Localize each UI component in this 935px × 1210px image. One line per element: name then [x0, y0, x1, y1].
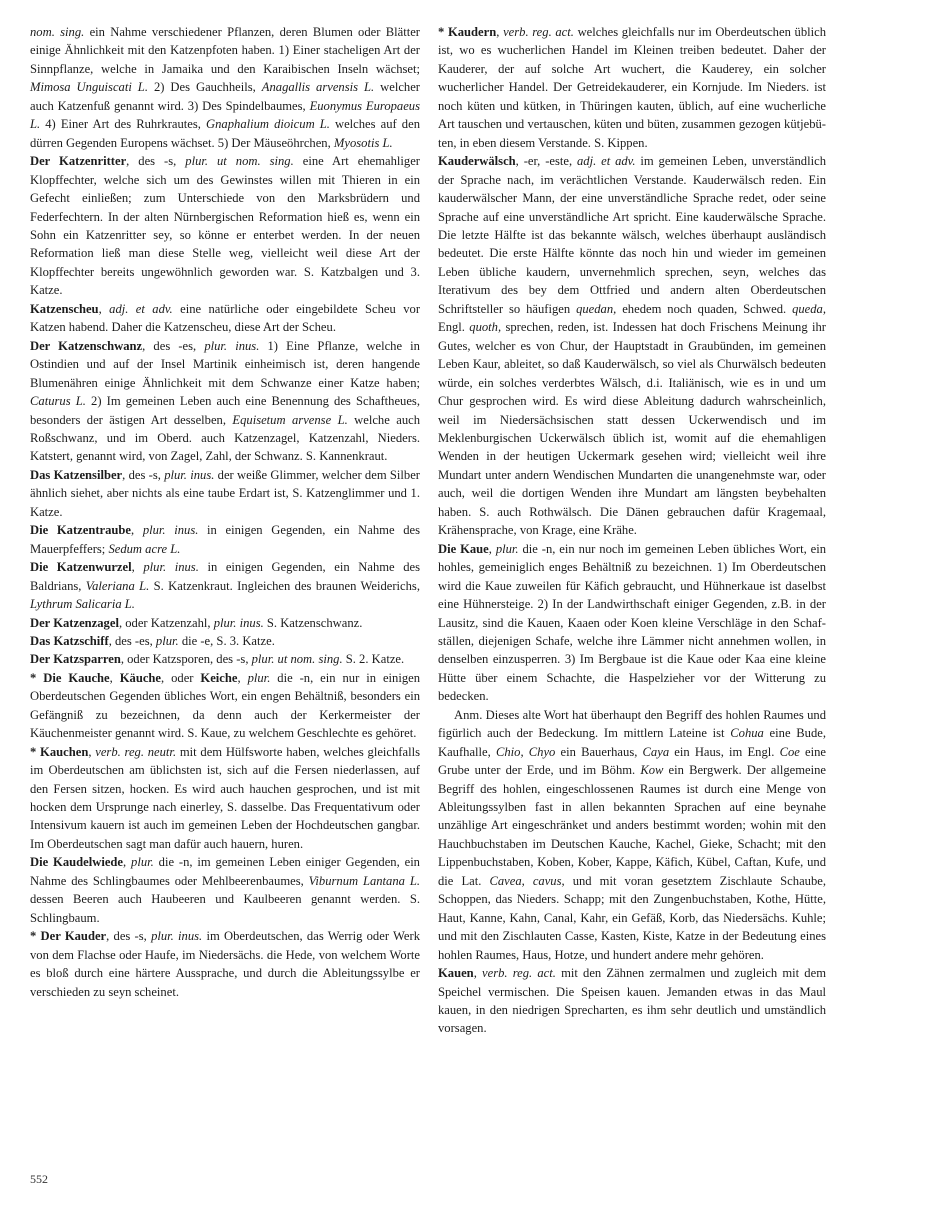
dictionary-entry	[438, 152, 826, 540]
dictionary-entry	[30, 300, 420, 337]
headword: Das Katzensilber	[30, 467, 123, 482]
headword: Die Kaue	[438, 541, 489, 556]
dictionary-entry	[30, 632, 420, 650]
entry-text: die -n, im gemeinen Leben einiger Gegenden, ein Nahme des Schlingbaumes oder Mehlbeerenbaumes,	[30, 855, 420, 888]
headword: Der Katzenritter	[30, 154, 127, 169]
right-column	[438, 23, 826, 1038]
italic-term: Coe	[779, 744, 800, 759]
italic-term: Euonymus Europaeus L.	[30, 98, 420, 132]
italic-term: plur. inus.	[164, 467, 215, 482]
entry-text: der weiße Glimmer, welcher dem Silber ähnlich siehet, aber nichts als eine taube Erdart ist, S. Katzenglimmer und 1. Katze.	[30, 467, 420, 519]
entry-text: ,	[488, 541, 496, 556]
entry-text: in einigen Gegenden, ein Nahme des Baldrians,	[30, 560, 421, 593]
entry-text: S. 2. Katze.	[342, 652, 405, 667]
entry-text: die -n, ein nur noch im gemeinen Leben übliches Wort, ein hohles, gemeiniglich enges Behältniß zu bezeichnen. 1) Im Oberdeutschen wird die Kaue zuweilen für Käfich gebraucht, und Hühnerkaue ist daselbst eine Hühnersteige. 2) In der Landwirthschaft einiger Gegenden, z.B. in der Lausitz, sind die Kauen, Kaaen oder Koen kleine Verschläge in den Schafställen, diejenigen Schafe, welche ihre Lämmer nicht annehmen wollen, in denselben einzusperren. 3) Im Bergbaue ist die Kaue oder Kaa eine kleine Hütte über einem Schachte, die Haspelzieher vor der Witterung zu bedecken.	[438, 541, 826, 704]
entry-text: Engl.	[438, 320, 470, 335]
entry-text: ein Haus, im Engl.	[669, 744, 780, 759]
italic-term: Mimosa Unguiscati L.	[30, 80, 148, 95]
italic-term: Myosotis L.	[333, 135, 393, 150]
entry-text: ,	[473, 966, 483, 981]
entry-text: eine natürliche oder eingebildete Scheu vor Katzen habend. Daher die Katzenscheu, diese Art der Scheu.	[30, 301, 421, 335]
dictionary-entry	[30, 743, 420, 854]
headword: Keiche	[200, 670, 238, 685]
entry-text: , -er, -este,	[515, 154, 577, 169]
italic-term: plur. inus.	[213, 615, 264, 630]
headword: Der Katzenzagel	[30, 615, 119, 630]
dictionary-entry	[30, 927, 420, 1001]
italic-term: verb. reg. act.	[482, 966, 556, 981]
entry-text: die -n, ein nur in einigen Oberdeutschen Gegenden übliches Wort, ein engen Behältniß, besonders ein Gefängniß zu bezeichnen, da denn auch der Kerkermeister der Käuchenmeister genannt wird. S. Kaue, zu welchem Geschlechte es gehöret.	[30, 670, 421, 741]
entry-text: sprechen, reden, ist. Indessen hat doch Frischens Meinung ihr Gutes, welcher es von Chur, der Hauptstadt in Graubünden, im gemeinen Leben Kaur, ableitet, so daß Kauderwälsch, so viel als Churwälsch bedeuten würde, ein solches verderbtes Wälsch, d.i. Italiänisch, wie es in und um Chur gesprochen wird. Es wird diese Ableitung dadurch wahrscheinlich, weil im Niedersächsischen statt dessen Uckerwendisch und im Meklenburgischen Uckerwälsch üblich ist, womit auf die ehemahligen Wenden in der heutigen Uckermark gesehen wird; vielleicht weil ihre Mundart unter andern Wendischen Mundarten die unangenehmste war, oder auch, weil die dortigen Wenden ihre Mundart am längsten beybehalten haben. S. auch Rothwälsch. Die Dänen gebrauchen dafür Kragemaal, Krähensprache, von Krage, eine Krähe.	[438, 320, 826, 538]
entry-text: welches auf den dürren Gegenden Europens wächset. 5) Der Mäuseöhrchen,	[30, 117, 420, 150]
entry-text: ,	[109, 670, 120, 685]
italic-term: adj. et adv.	[577, 154, 636, 169]
dictionary-entry	[30, 853, 420, 927]
italic-term: adj. et adv.	[109, 301, 173, 316]
dictionary-entry	[30, 650, 420, 668]
entry-text: welches gleichfalls nur im Oberdeutschen üblich ist, wo es wucherlichen Handel im Kleinen treiben bedeutet. Daher der Kauderer, der auf solche Art wuchert, die Kauderey, ein solcher wucherlicher Handel. Der Getreidekauderer, ein Kornjude. Im Nieders. ist noch küten und kütken, in Thüringen kauten, üblich, auf eine wucherliche Art tauschen und vertauschen, küten und büten, zusammen gezogen kütjebüten, in eben diesem Verstande. S. Kippen.	[438, 25, 827, 150]
italic-term: plur. ut nom. sing.	[185, 154, 294, 169]
italic-term: Anagallis arvensis L.	[261, 80, 375, 95]
entry-text: eine Art ehemahliger Klopffechter, welche sich um des Gewinstes willen mit Thieren in ein Gefecht einließen; zum Unterschiede von den Marksbrüdern und Federfechtern. In der alten Nürnbergischen Reformation hieß es, wenn ein Sohn ein Katzenritter sey, so könne er enterbet werden. In der neuen Reformation ließ man diese Stelle weg, vielleicht weil diese Art der Klopffechter bereits ungewöhnlich geworden war. S. Katzbalgen und 3. Katze.	[30, 154, 420, 298]
entry-text: ,	[496, 25, 504, 39]
entry-text: ein Nahme verschiedener Pflanzen, deren Blumen oder Blätter einige Ähnlichkeit mit den Katzenpfoten haben. 1) Einer stacheligen Art der Sinnpflanze, welche in Jamaika und den Karaibischen Inseln wächset;	[30, 25, 420, 76]
entry-text: ,	[237, 670, 248, 685]
entry-text: eine Grube unter der Erde, und im Böhm.	[438, 744, 827, 778]
italic-term: Caya	[642, 744, 670, 759]
left-column	[30, 23, 420, 1001]
italic-term: verb. reg. neutr.	[95, 744, 177, 759]
italic-term: plur.	[247, 670, 271, 685]
entry-text: ,	[131, 560, 144, 575]
dictionary-entry	[30, 337, 420, 466]
dictionary-entry	[30, 521, 420, 558]
italic-term: plur. inus.	[143, 560, 199, 575]
entry-text: Anm. Dieses alte Wort hat überhaupt den Begriff des hohlen Raumes und figürlich auch der Bedeckung. Im mittlern Lateine ist	[438, 707, 826, 741]
dictionary-entry	[30, 614, 420, 632]
entry-text: ein Bauerhaus,	[555, 744, 643, 759]
dictionary-entry	[30, 669, 420, 743]
entry-text: und mit voran gesetztem Zischlaute Schaube, Schoppen, das Nieders. Schapp; mit den Zungenbuchstaben, Kothe, Hütte, Haut, Kanne, Kahn, Canal, Kahr, ein Gefäß, Korb, das Niedersächs. Kuhle; und mit den Zischlauten Casse, Kasten, Kiste, Katze in der Bedeutung eines hohlen Raumes, Haus, Hotze, und hundert andere mehr gehören.	[438, 873, 826, 962]
entry-text: 2) Im gemeinen Leben auch eine Benennung des Schaftheues, besonders der ästigen Art desselben,	[30, 394, 420, 427]
italic-term: Cohua	[730, 726, 764, 741]
entry-text: ein Bergwerk. Der allgemeine Begriff des hohlen, eingeschlossenen Raumes ist durch eine Menge von Ableitungssylben fast in allen bekannten Sprachen auf eine beynahe unzählige Art eingeschränket und anders bestimmt worden; wohin mit den Hauchbuchstaben im Deutschen Kauche, Kachel, Gieke, Schacht; mit den Lippenbuchstaben, Koben, Kober, Kappe, Käfich, Kübel, Caftan, Kufe, und die Lat.	[438, 763, 827, 888]
entry-text: , des -s,	[106, 929, 152, 944]
italic-term: plur.	[495, 541, 519, 556]
italic-term: plur. inus.	[142, 523, 199, 538]
italic-term: quoth,	[469, 320, 502, 335]
headword: * Der Kauder	[30, 929, 107, 944]
entry-text: S. Katzenschwanz.	[263, 615, 363, 630]
italic-term: plur.	[131, 855, 154, 870]
italic-term: Viburnum Lantana L.	[308, 873, 420, 888]
entry-text: , des -s,	[126, 154, 186, 169]
entry-text: im gemeinen Leben, unverständlich der Sprache nach, im verächtlichen Verstande. Kauderwälsch reden. Ein kauderwälscher Mann, der eine unverständliche Sprache redet, oder seine Sprache auf eine unverständliche Art spricht. Eine kauderwälsche Sprache. Die letzte Hälfte ist das bekannte wälsch, welches überhaupt ausländisch bedeutet. Die erste Hälfte könnte das noch hin und wieder im gemeinen Leben übliche kaudern, unvernehmlich sprechen, seyn, welches das Iterativum des bey dem Ottfried und andern alten Oberdeutschen Schriftsteller so häufigen	[438, 154, 826, 316]
entry-text: mit dem Hülfsworte haben, welches gleichfalls im Oberdeutschen am üblichsten ist, sich auf die Fersen niederlassen, auf den Fersen sitzen, hocken. Es wird auch hauchen gesprochen, und ist mit hocken dem Ursprunge nach einerley, S. dasselbe. Das Frequentativum oder Intensivum kauern ist auch im gemeinen Leben der Hochdeutschen gangbar. Im Oberdeutschen sagt man dafür auch hauern, huren.	[30, 744, 420, 851]
italic-term: plur. ut nom. sing.	[251, 652, 343, 667]
italic-term: nom. sing.	[30, 25, 85, 39]
headword: Die Katzenwurzel	[30, 560, 132, 575]
headword: Die Katzentraube	[30, 523, 131, 538]
entry-text: ehedem noch quaden, Schwed.	[616, 301, 793, 316]
entry-text: eine Bude, Kaufhalle,	[438, 726, 826, 759]
entry-text: , oder	[161, 670, 201, 685]
dictionary-entry	[438, 706, 826, 964]
entry-text: ,	[123, 855, 132, 870]
headword: Das Katzschiff	[30, 633, 109, 648]
entry-text: mit den Zähnen zermalmen und zugleich mit dem Speichel vermischen. Die Speisen kauen. Jemanden etwas in das Maul kauen, in den niedrigen Sprecharten, es ihm sehr deutlich und umständlich vorsagen.	[438, 966, 826, 1036]
italic-term: Lythrum Salicaria L.	[30, 597, 135, 612]
entry-text: 4) Einer Art des Ruhrkrautes,	[40, 117, 207, 132]
entry-text: , des -s,	[122, 467, 165, 482]
italic-term: plur. inus.	[204, 338, 260, 353]
dictionary-entry	[30, 152, 420, 300]
dictionary-entry	[438, 540, 826, 706]
italic-term: Kow	[640, 763, 664, 778]
headword: * Kauchen	[30, 744, 89, 759]
entry-text: dessen Beeren auch Haubeeren und Kaulbeeren genannt werden. S. Schlingbaum.	[30, 892, 420, 925]
entry-text: , oder Katzenzahl,	[118, 615, 214, 630]
entry-text: welcher auch Katzenfuß genannt wird. 3) Des Spindelbaumes,	[30, 80, 420, 113]
headword: Kauderwälsch	[438, 154, 516, 169]
headword: Käuche	[119, 670, 162, 685]
headword: Der Katzsparren	[30, 652, 121, 667]
italic-term: queda,	[792, 301, 826, 316]
entry-text: im Oberdeutschen, das Werrig oder Werk von dem Flachse oder Haufe, im Niedersächs. die Hede, von welchem Worte es bloß durch eine härtere Aussprache, und durch die Ableitungssylbe er verschieden zu seyn scheinet.	[30, 929, 420, 999]
entry-text: 1) Eine Pflanze, welche in Ostindien und auf der Insel Martinik einheimisch ist, deren hangende Blumenähren einige Ähnlichkeit mit dem Schwanze einer Katze haben;	[30, 338, 420, 390]
dictionary-entry	[30, 23, 420, 152]
entry-text: , des -es,	[108, 633, 156, 648]
headword: * Kaudern	[438, 25, 497, 39]
italic-term: plur. inus.	[151, 929, 203, 944]
italic-term: Gnaphalium dioicum L.	[206, 117, 330, 132]
italic-term: plur.	[155, 633, 179, 648]
entry-text: S. Katzenkraut. Ingleichen des braunen Weiderichs,	[149, 578, 420, 593]
headword: Kauen	[438, 966, 474, 981]
entry-text: ,	[131, 523, 143, 538]
headword: Der Katzenschwanz	[30, 338, 143, 353]
dictionary-entry	[438, 964, 826, 1038]
italic-term: Chio, Chyo	[495, 744, 556, 759]
italic-term: quedan,	[576, 301, 617, 316]
entry-text: ,	[98, 301, 110, 316]
entry-text: welche auch Roßschwanz, und im Oberd. auch Katzenzagel, Katzenzahl, Nieders. Katstert, genannt wird, von Zagel, Zahl, der Schwanz. S. Kannenkraut.	[30, 412, 421, 464]
italic-term: Valeriana L.	[85, 578, 150, 593]
entry-text: ,	[88, 744, 96, 759]
italic-term: Sedum acre L.	[108, 541, 181, 556]
italic-term: Cavea, cavus,	[489, 873, 565, 888]
headword: * Die Kauche	[30, 670, 110, 685]
dictionary-entry	[30, 558, 420, 613]
entry-text: , oder Katzsporen, des -s,	[120, 652, 252, 667]
entry-text: , des -es,	[142, 338, 205, 353]
headword: Die Kaudelwiede	[30, 855, 124, 870]
entry-text: 2) Des Gauchheils,	[147, 80, 262, 95]
page-number: 552	[30, 1172, 48, 1186]
dictionary-entry	[30, 466, 420, 521]
italic-term: Equisetum arvense L.	[232, 412, 348, 427]
italic-term: Caturus L.	[30, 394, 86, 409]
dictionary-entry	[438, 23, 826, 152]
italic-term: verb. reg. act.	[503, 25, 574, 39]
entry-text: die -e, S. 3. Katze.	[178, 633, 275, 648]
headword: Katzenscheu	[30, 301, 99, 316]
entry-text: in einigen Gegenden, ein Nahme des Mauerpfeffers;	[30, 523, 420, 556]
